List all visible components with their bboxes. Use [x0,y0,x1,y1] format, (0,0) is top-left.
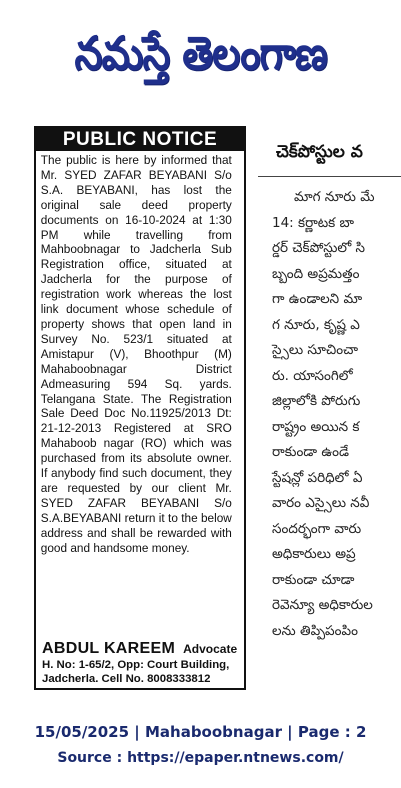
article-line: స్టేషన్లో పరిధిలో ఏ [272,469,363,486]
article-line: వారం ఎస్సైలు నవీ [272,495,370,511]
article-line: సందర్భంగా వారు [272,520,362,537]
public-notice-box [34,126,246,690]
article-line: స్సైలు సూచించా [272,342,358,358]
advocate-role: Advocate [183,642,238,656]
article-line: అధికారులు అప్ర [272,546,356,562]
article-line: మాగ నూరు మే [294,189,375,205]
advocate-address-line-1: H. No: 1-65/2, Opp: Court Building, [42,659,230,671]
article-line: రాకుండా ఉండే [272,444,349,460]
advocate-address-line-2: Jadcherla. Cell No. 8008333812 [42,673,211,685]
advocate-block [36,638,244,688]
edition-info: 15/05/2025 | Mahaboobnagar | Page : 2 [34,723,367,741]
article-headline: చెక్‌పోస్టుల వ [276,142,363,162]
article-body [272,185,401,644]
advocate-name: ABDUL KAREEM [42,640,176,657]
notice-title: PUBLIC NOTICE [36,128,244,151]
article-line: రెవెన్యూ అధికారుల [272,597,373,613]
masthead [0,0,401,118]
article-line: గా ఉండాలని మా [272,291,363,307]
article-line: గ నూరు, కృష్ణ ఎ [272,316,360,333]
newspaper-title: నమస్తే తెలంగాణ [74,26,327,80]
notice-body: The public is here by informed that Mr. SYED ZAFAR BEYABANI S/o S.A. BEYABANI, has lost the original sale deed property documents on 16-10-2024 at 1:30 PM while travelling from Mahboobnagar to Jadcherla Sub Registration office, situated at Jadcherla for the purpose of registration work whereas the lost link document whose schedule of property shows that open land in Survey No. 523/1 situated at Amistapur (V), Bhoothpur (M) Mahaboobnagar District Admeasuring 594 Sq. yards. Telangana State. The Registration Sale Deed Doc No.11925/2013 Dt: 21-12-2013 Registered at SRO Mahaboob nagar (RO) which was purchased from its absolute owner. If anybody find such document, they are requested by our client Mr. SYED ZAFAR BEYABANI S/o S.A.BEYABANI return it to the below address and shall be rewarded with good and handsome money. [40,153,232,555]
article-line: రాష్ట్రం అయిన క [272,418,360,435]
article-line: బ్బంది అప్రమత్తం [272,265,360,282]
source-link[interactable]: Source : https://epaper.ntnews.com/ [57,750,344,766]
article-line: ర్డర్ చెక్‌పోస్టులో సి [272,240,366,256]
article-line: జిల్లాలోకి పోరుగు [272,393,361,409]
article-line: రు. యాసంగిలో [272,367,353,384]
article-line: రాకుండా చూడా [272,571,355,588]
news-article [258,126,401,690]
page-footer [0,722,401,768]
advocate-line [42,640,240,658]
article-line: లను తిప్పిపంపిం [272,622,358,639]
article-line: 14: కర్ణాటక బా [272,214,354,231]
headline-divider [258,176,401,177]
